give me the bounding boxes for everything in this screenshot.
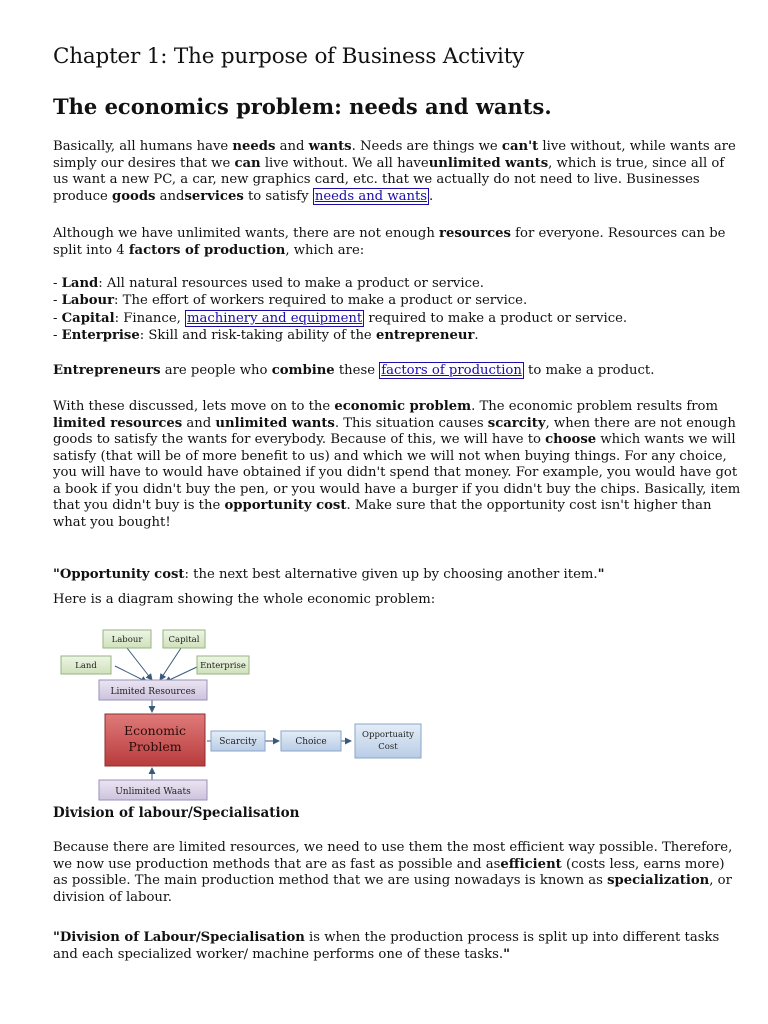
paragraph-needs-wants: Basically, all humans have needs and wants. Needs are things we can't live without, while wants are simply our desires that we can live without. We all haveunlimited wants, which is true, since all of us want a new PC, a car, new graphics card, etc. that we actually do not need to live. Businesses produce goods andservices to satisfy needs and wants . [53,139,736,204]
svg-text:Cost: Cost [378,742,398,752]
diagram-box-land [61,656,111,674]
diagram-box-unlimited-wants [99,780,207,800]
link-machinery-and-equipment[interactable]: machinery and equipment [187,311,363,326]
paragraph-economic-problem: With these discussed, lets move on to the economic problem. The economic problem results from limited resources and unlimited wants. This situation causes scarcity, when there are not enough goods to satisfy the wants for everybody. Because of this, we will have to choose which wants we will satisfy (that will be of more benefit to us) and which we will not when buying things. For any choice, you will have to would have obtained if you didn't spend that money. For example, you would have got a book if you didn't buy the pen, or you would have a burger if you didn't buy the chips. Basically, item that you didn't buy is the opportunity cost. Make sure that the opportunity cost isn't higher than what you bought! [53,399,741,530]
link-factors-of-production[interactable]: factors of production [381,363,522,378]
list-item: - Land: All natural resources used to make a product or service. [53,276,484,291]
diagram-box-capital [163,630,205,648]
svg-text:Limited Resources: Limited Resources [110,687,196,697]
list-item: - Capital: Finance, machinery and equipment required to make a product or service. [53,311,628,326]
chapter-title: Chapter 1: The purpose of Business Activity [53,44,525,69]
svg-text:Economic: Economic [123,723,187,738]
diagram-intro: Here is a diagram showing the whole economic problem: [53,592,436,607]
quote-division-of-labour: "Division of Labour/Specialisation is when the production process is split up into different tasks and each specialized worker/ machine performs one of these tasks." [53,930,720,962]
svg-text:Choice: Choice [295,737,327,747]
section-heading: The economics problem: needs and wants. [53,94,552,119]
diagram-box-economic-problem [105,714,205,766]
quote-opportunity-cost: "Opportunity cost: the next best alternative given up by choosing another item." [53,567,605,582]
svg-text:Enterprise: Enterprise [200,661,246,671]
svg-text:Capital: Capital [168,635,200,645]
link-needs-and-wants[interactable]: needs and wants [314,188,428,204]
paragraph-entrepreneurs: Entrepreneurs are people who combine these factors of production to make a product. [53,363,655,378]
factors-list [53,276,743,344]
diagram-box-opportunity-cost [355,724,421,758]
economic-problem-diagram [55,622,435,804]
svg-text:Opportuaity: Opportuaity [362,730,414,740]
diagram-box-limited-resources [99,680,207,700]
svg-text:Land: Land [75,661,97,671]
list-item: - Enterprise: Skill and risk-taking ability of the entrepreneur. [53,327,479,343]
svg-text:Unlimited Waats: Unlimited Waats [115,787,191,797]
diagram-box-choice [281,731,341,751]
paragraph-specialization: Because there are limited resources, we need to use them the most efficient way possible. Therefore, we now use production methods that are as fast as possible and asefficient (costs less, earns more) as possible. The main production method that we are using nowadays is known as specialization, or division of labour. [53,840,733,905]
svg-text:Scarcity: Scarcity [219,737,257,747]
subheading-division-of-labour: Division of labour/Specialisation [53,805,300,821]
svg-text:Problem: Problem [128,739,182,754]
diagram-box-labour [103,630,151,648]
svg-text:Labour: Labour [111,635,143,645]
paragraph-resources: Although we have unlimited wants, there are not enough resources for everyone. Resources can be split into 4 factors of production, which are: [53,226,726,258]
diagram-box-scarcity [211,731,265,751]
list-item: - Labour: The effort of workers required to make a product or service. [53,292,528,308]
diagram-box-enterprise [197,656,249,674]
